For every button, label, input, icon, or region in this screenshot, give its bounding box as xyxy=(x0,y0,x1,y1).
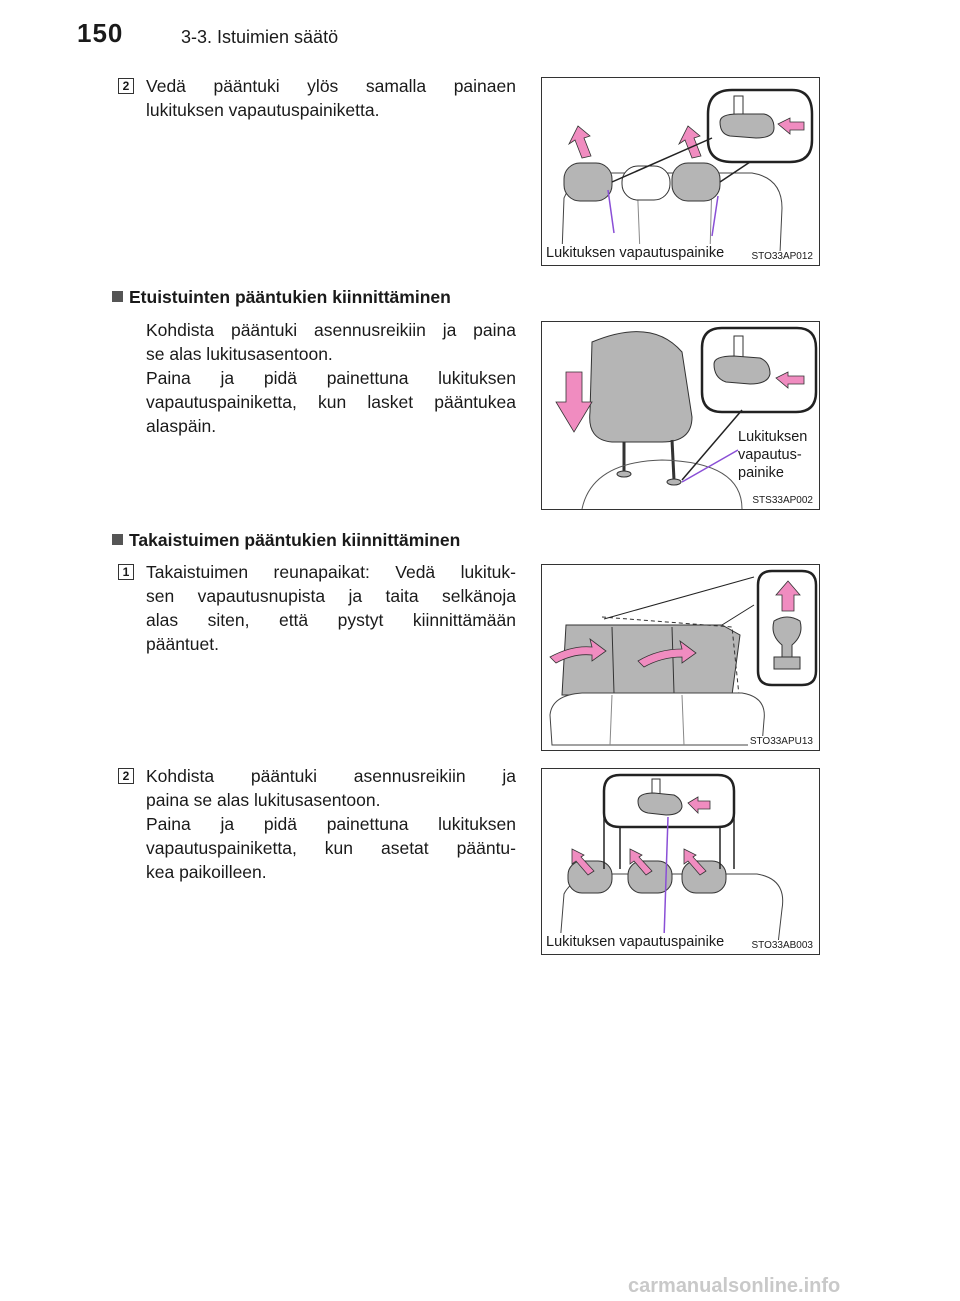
section-title: 3-3. Istuimien säätö xyxy=(181,27,339,47)
label-line: vapautus- xyxy=(738,447,802,463)
figure-label: Lukituksen vapautuspainike xyxy=(546,934,725,950)
label-line: painike xyxy=(738,465,784,481)
figure-code: STO33AB003 xyxy=(751,940,813,951)
step-instruction xyxy=(146,560,516,656)
illustration-rear-seat-fold xyxy=(542,565,819,750)
step-number-badge: 2 xyxy=(118,768,134,784)
text-line: sen vapautusnupista ja taita selkänoja xyxy=(146,586,516,606)
watermark: carmanualsonline.info xyxy=(628,1275,841,1297)
text-line: pääntuet. xyxy=(146,634,219,654)
text-line: vapautuspainiketta, kun lasket pääntukea xyxy=(146,392,516,412)
text-line: kea paikoilleen. xyxy=(146,862,267,882)
illustration-headrest-removal xyxy=(542,78,819,265)
bullet-square-icon xyxy=(112,534,123,545)
figure-front-headrest xyxy=(541,321,820,510)
step-number-badge: 2 xyxy=(118,78,134,94)
label-line: Lukituksen xyxy=(738,429,808,445)
step-instruction xyxy=(146,74,516,122)
bullet-square-icon xyxy=(112,291,123,302)
page-number: 150 xyxy=(77,18,124,48)
text-line: paina se alas lukitusasentoon. xyxy=(146,790,381,810)
front-instruction xyxy=(146,318,516,438)
text-line: Kohdista pääntuki asennusreikiin ja xyxy=(146,766,516,786)
illustration-rear-headrest-install xyxy=(542,769,819,954)
text-line: vapautuspainiketta, kun asetat pääntu- xyxy=(146,838,516,858)
figure-code: STS33AP002 xyxy=(752,495,813,506)
figure-label: Lukituksen vapautuspainike xyxy=(546,245,725,261)
step-instruction xyxy=(146,764,516,884)
text-line: Paina ja pidä painettuna lukituksen xyxy=(146,368,516,388)
text-line: lukituksen vapautuspainiketta. xyxy=(146,100,380,120)
heading-text: Etuistuinten pääntukien kiinnittäminen xyxy=(129,287,451,307)
text-line: alaspäin. xyxy=(146,416,217,436)
text-line: Paina ja pidä painettuna lukituksen xyxy=(146,814,516,834)
figure-label xyxy=(738,428,807,482)
text-line: Takaistuimen reunapaikat: Vedä lukituk- xyxy=(146,562,516,582)
figure-rear-seat-fold xyxy=(541,564,820,751)
figure-headrest-removal xyxy=(541,77,820,266)
heading-text: Takaistuimen pääntukien kiinnittäminen xyxy=(129,530,461,550)
text-line: Vedä pääntuki ylös samalla painaen xyxy=(146,76,516,96)
figure-code: STO33AP012 xyxy=(751,251,813,262)
figure-rear-headrest-install xyxy=(541,768,820,955)
section-heading-rear xyxy=(112,530,460,551)
text-line: Kohdista pääntuki asennusreikiin ja paina xyxy=(146,320,516,340)
text-line: se alas lukitusasentoon. xyxy=(146,344,333,364)
text-line: alas siten, että pystyt kiinnittämään xyxy=(146,610,516,630)
figure-code: STO33APU13 xyxy=(749,736,813,747)
section-heading-front xyxy=(112,287,451,308)
step-number-badge: 1 xyxy=(118,564,134,580)
